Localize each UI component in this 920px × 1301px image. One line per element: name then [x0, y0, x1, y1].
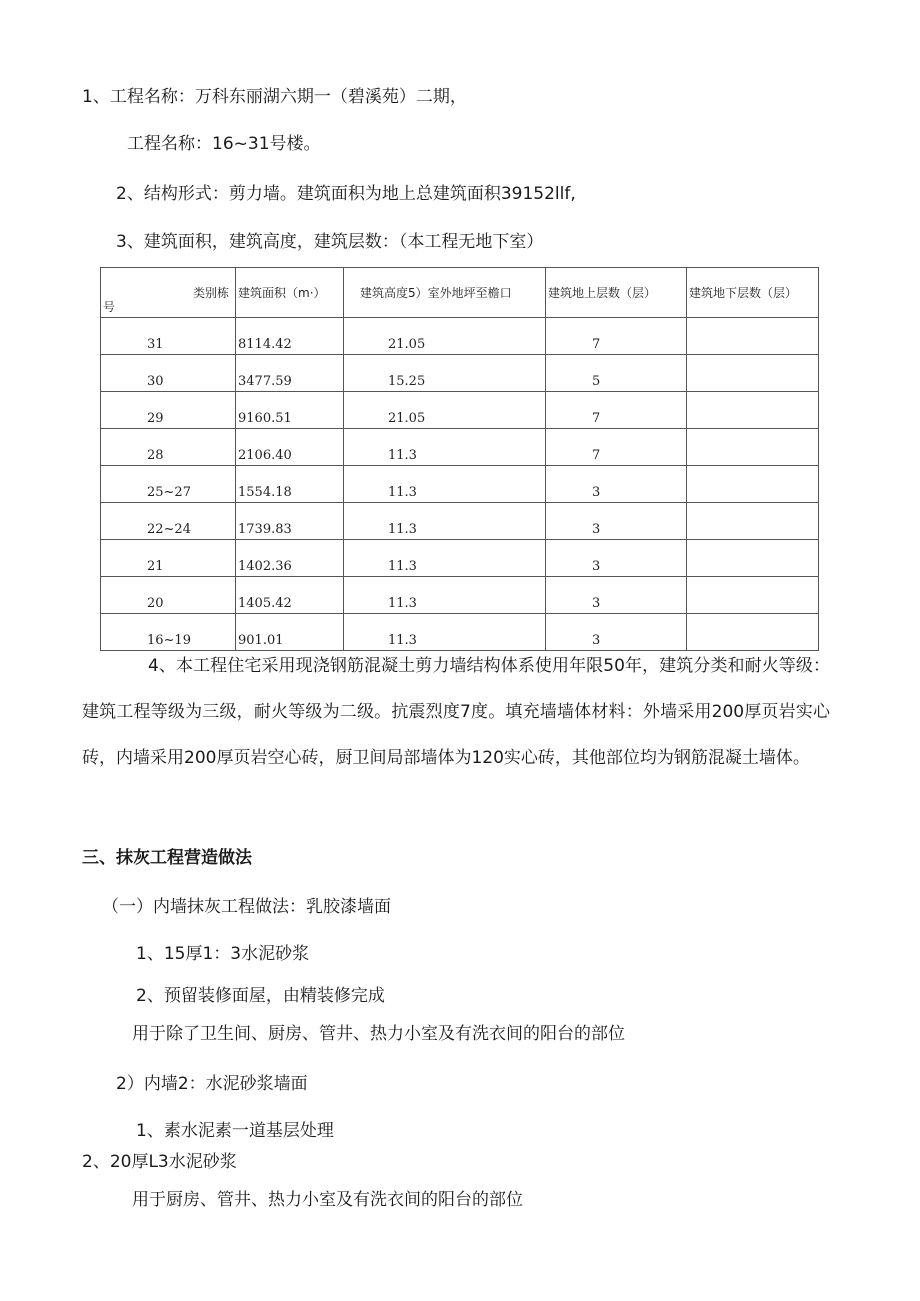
cell-height: 21.05 [344, 392, 546, 429]
cell-height: 15.25 [344, 355, 546, 392]
header-category-label: 类别栋 [192, 286, 229, 300]
cell-building: 28 [101, 429, 236, 466]
cell-floors: 3 [546, 503, 687, 540]
header-floors-above: 建筑地上层数（层） [546, 268, 687, 318]
cell-basement [687, 355, 819, 392]
cell-height: 11.3 [344, 540, 546, 577]
cell-building: 25~27 [101, 466, 236, 503]
interior-step-1: 1、15厚1：3水泥砂浆 [136, 944, 310, 964]
header-building-no [101, 268, 236, 318]
cell-area: 901.01 [236, 614, 344, 651]
building-stats-heading: 3、建筑面积，建筑高度，建筑层数：（本工程无地下室） [116, 232, 544, 252]
table-row [101, 392, 819, 429]
table-row [101, 577, 819, 614]
structure-type-line: 2、结构形式：剪力墙。建筑面积为地上总建筑面积39152llf, [116, 184, 576, 204]
wall2-step-2: 2、20厚L3水泥砂浆 [82, 1152, 237, 1172]
section-title-plastering: 三、抹灰工程营造做法 [82, 848, 252, 868]
cell-building: 21 [101, 540, 236, 577]
building-spec-table [100, 267, 819, 651]
project-name-line: 1、工程名称：万科东丽湖六期一（碧溪苑）二期， [82, 87, 467, 107]
table-row [101, 355, 819, 392]
table-row [101, 429, 819, 466]
cell-building: 22~24 [101, 503, 236, 540]
cell-floors: 5 [546, 355, 687, 392]
cell-floors: 3 [546, 577, 687, 614]
cell-basement [687, 318, 819, 355]
interior-usage-note: 用于除了卫生间、厨房、管井、热力小室及有洗衣间的阳台的部位 [132, 1024, 625, 1044]
cell-height: 11.3 [344, 503, 546, 540]
table-header-row [101, 268, 819, 318]
cell-area: 1402.36 [236, 540, 344, 577]
cell-area: 3477.59 [236, 355, 344, 392]
cell-floors: 7 [546, 392, 687, 429]
cell-basement [687, 540, 819, 577]
table-row [101, 503, 819, 540]
cell-building: 30 [101, 355, 236, 392]
cell-area: 1405.42 [236, 577, 344, 614]
cell-building: 20 [101, 577, 236, 614]
table-row [101, 540, 819, 577]
building-scope-line: 工程名称：16~31号楼。 [127, 134, 321, 154]
cell-height: 11.3 [344, 577, 546, 614]
interior-wall-2-heading: 2）内墙2：水泥砂浆墙面 [116, 1074, 308, 1094]
table-row [101, 466, 819, 503]
cell-area: 1739.83 [236, 503, 344, 540]
cell-height: 11.3 [344, 466, 546, 503]
cell-basement [687, 466, 819, 503]
wall2-usage-note: 用于厨房、管井、热力小室及有洗衣间的阳台的部位 [132, 1190, 523, 1210]
cell-area: 9160.51 [236, 392, 344, 429]
cell-basement [687, 429, 819, 466]
table-row [101, 318, 819, 355]
wall2-step-1: 1、素水泥素一道基层处理 [136, 1121, 334, 1141]
header-height: 建筑高度5）室外地坪至檐口 [344, 268, 546, 318]
cell-area: 1554.18 [236, 466, 344, 503]
interior-step-2: 2、预留装修面屋，由精装修完成 [136, 986, 385, 1006]
cell-building: 31 [101, 318, 236, 355]
cell-building: 29 [101, 392, 236, 429]
cell-basement [687, 392, 819, 429]
cell-building: 16~19 [101, 614, 236, 651]
cell-height: 11.3 [344, 614, 546, 651]
header-floors-below: 建筑地下层数（层） [687, 268, 819, 318]
cell-floors: 7 [546, 429, 687, 466]
structure-description-paragraph: 4、本工程住宅采用现浇钢筋混凝土剪力墙结构体系使用年限50年，建筑分类和耐火等级：建筑工程等级为三级，耐火等级为二级。抗震烈度7度。填充墙墙体材料：外墙采用200厚页岩实心砖，内墙采用200厚页岩空心砖，厨卫间局部墙体为120实心砖，其他部位均为钢筋混凝土墙体。 [82, 656, 830, 768]
cell-height: 11.3 [344, 429, 546, 466]
cell-floors: 3 [546, 466, 687, 503]
interior-plaster-heading: （一）内墙抹灰工程做法：乳胶漆墙面 [102, 897, 391, 917]
cell-floors: 3 [546, 540, 687, 577]
cell-height: 21.05 [344, 318, 546, 355]
cell-floors: 3 [546, 614, 687, 651]
cell-area: 2106.40 [236, 429, 344, 466]
cell-floors: 7 [546, 318, 687, 355]
header-area: 建筑面积（m·） [236, 268, 344, 318]
cell-basement [687, 577, 819, 614]
header-number-label: 号 [103, 300, 116, 314]
cell-area: 8114.42 [236, 318, 344, 355]
cell-basement [687, 503, 819, 540]
